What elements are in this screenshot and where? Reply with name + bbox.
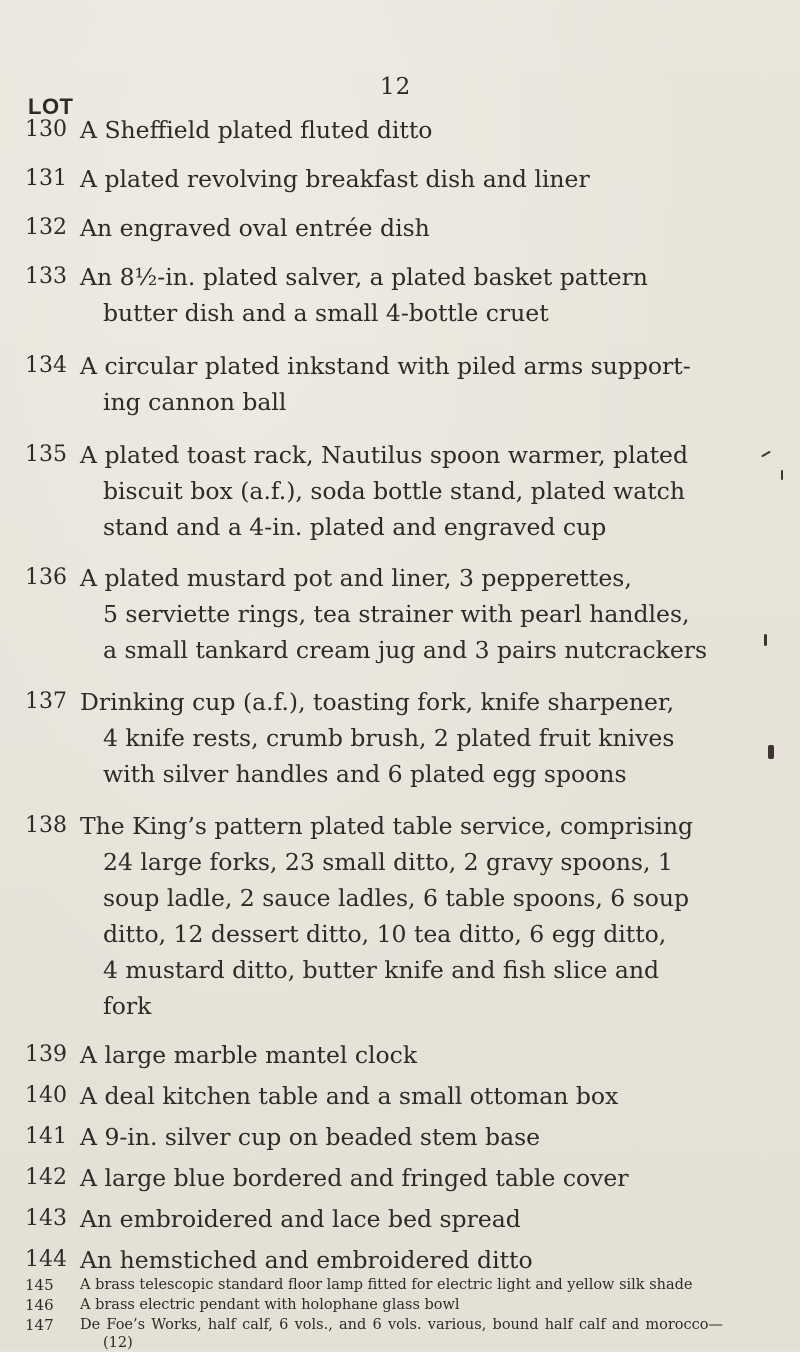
lot-description bbox=[80, 560, 723, 668]
lot-number: 132 bbox=[25, 215, 67, 240]
lot-description bbox=[80, 259, 723, 331]
lot-description-line: An embroidered and lace bed spread bbox=[80, 1205, 521, 1233]
lot-description bbox=[80, 1201, 723, 1237]
lot-description bbox=[80, 348, 723, 420]
lot-description bbox=[80, 1296, 723, 1314]
lot-number: 135 bbox=[25, 442, 67, 467]
lot-description-line: A brass telescopic standard floor lamp fitted for bbox=[80, 1277, 433, 1293]
lot-number: 142 bbox=[25, 1165, 67, 1190]
lot-description bbox=[80, 437, 723, 545]
lot-description-line: ditto, 12 dessert ditto, 10 tea ditto, 6 egg ditto, bbox=[103, 920, 667, 948]
lot-description-line: 4 mustard ditto, butter knife and fish slice and bbox=[103, 956, 660, 984]
lot-description bbox=[80, 161, 723, 197]
lot-description-line: stand and a 4-in. plated and engraved cup bbox=[103, 513, 607, 541]
lot-description-line: A deal kitchen table and a small ottoman box bbox=[80, 1082, 619, 1110]
lot-description-line: biscuit box (a.f.), soda bottle stand, plated watch bbox=[103, 477, 685, 505]
lot-description bbox=[80, 1078, 723, 1114]
page-number: 12 bbox=[380, 74, 412, 100]
lot-description bbox=[80, 1316, 723, 1352]
lot-description-line: electric light and yellow silk shade bbox=[437, 1277, 693, 1293]
lot-number: 138 bbox=[25, 813, 67, 838]
lot-description-line: A 9-in. silver cup on beaded stem base bbox=[80, 1123, 541, 1151]
margin-mark bbox=[781, 470, 783, 480]
lot-description-line: A large blue bordered and fringed table cover bbox=[80, 1164, 629, 1192]
lot-number: 131 bbox=[25, 166, 67, 191]
lot-description-line: 24 large forks, 23 small ditto, 2 gravy spoons, 1 bbox=[103, 848, 673, 876]
lot-description-line: with silver handles and 6 plated egg spoons bbox=[103, 760, 627, 788]
lot-description bbox=[80, 112, 723, 148]
lot-description-line: A Sheffield plated fluted ditto bbox=[80, 116, 433, 144]
margin-mark bbox=[764, 634, 767, 646]
lot-description bbox=[80, 1160, 723, 1196]
lot-description bbox=[80, 1119, 723, 1155]
lot-description-line: A circular plated inkstand with piled arms support- bbox=[80, 352, 691, 380]
lot-description bbox=[80, 1037, 723, 1073]
lot-description-line: An hemstiched and embroidered ditto bbox=[80, 1246, 533, 1274]
lot-number: 139 bbox=[25, 1042, 67, 1067]
lot-number: 136 bbox=[25, 565, 67, 590]
lot-description bbox=[80, 1276, 723, 1294]
lot-number: 130 bbox=[25, 117, 67, 142]
lot-description-line: a small tankard cream jug and 3 pairs nutcrackers bbox=[103, 636, 708, 664]
lot-number: 134 bbox=[25, 353, 67, 378]
lot-column-header: LOT bbox=[28, 94, 74, 119]
lot-description bbox=[80, 808, 723, 1024]
lot-number: 147 bbox=[25, 1316, 54, 1334]
lot-description-line: A brass electric pendant with holophane glass bowl bbox=[80, 1297, 460, 1313]
lot-description-line: 4 knife rests, crumb brush, 2 plated fruit knives bbox=[103, 724, 675, 752]
lot-description-line: 5 serviette rings, tea strainer with pearl handles, bbox=[103, 600, 690, 628]
lot-description-line: The King’s pattern plated table service, comprising bbox=[80, 812, 694, 840]
lot-number: 141 bbox=[25, 1124, 67, 1149]
lot-description-line: Drinking cup (a.f.), toasting fork, knife sharpener, bbox=[80, 688, 675, 716]
lot-description-line: An 8½-in. plated salver, a plated basket pattern bbox=[80, 263, 648, 291]
lot-number: 140 bbox=[25, 1083, 67, 1108]
lot-description-line: De Foe’s Works, half calf, 6 vols., and 6 vols. bbox=[80, 1317, 422, 1333]
lot-description-line: An engraved oval entrée dish bbox=[80, 214, 430, 242]
lot-number: 137 bbox=[25, 689, 67, 714]
lot-description-line: fork bbox=[103, 992, 152, 1020]
lot-description-line: A large marble mantel clock bbox=[80, 1041, 418, 1069]
lot-description-line: A plated toast rack, Nautilus spoon warmer, plated bbox=[80, 441, 688, 469]
lot-description bbox=[80, 210, 723, 246]
lot-description-line: various, bound half calf and morocco—(12) bbox=[103, 1317, 723, 1351]
lot-description bbox=[80, 1242, 723, 1278]
lot-description-line: soup ladle, 2 sauce ladles, 6 table spoons, 6 soup bbox=[103, 884, 690, 912]
lot-description bbox=[80, 684, 723, 792]
lot-description-line: ing cannon ball bbox=[103, 388, 287, 416]
lot-number: 143 bbox=[25, 1206, 67, 1231]
lot-number: 144 bbox=[25, 1247, 67, 1272]
lot-number: 146 bbox=[25, 1296, 54, 1314]
lot-number: 145 bbox=[25, 1276, 54, 1294]
margin-mark bbox=[768, 745, 774, 759]
lot-number: 133 bbox=[25, 264, 67, 289]
lot-description-line: A plated revolving breakfast dish and liner bbox=[80, 165, 590, 193]
lot-description-line: butter dish and a small 4-bottle cruet bbox=[103, 299, 549, 327]
lot-description-line: A plated mustard pot and liner, 3 pepperettes, bbox=[80, 564, 632, 592]
